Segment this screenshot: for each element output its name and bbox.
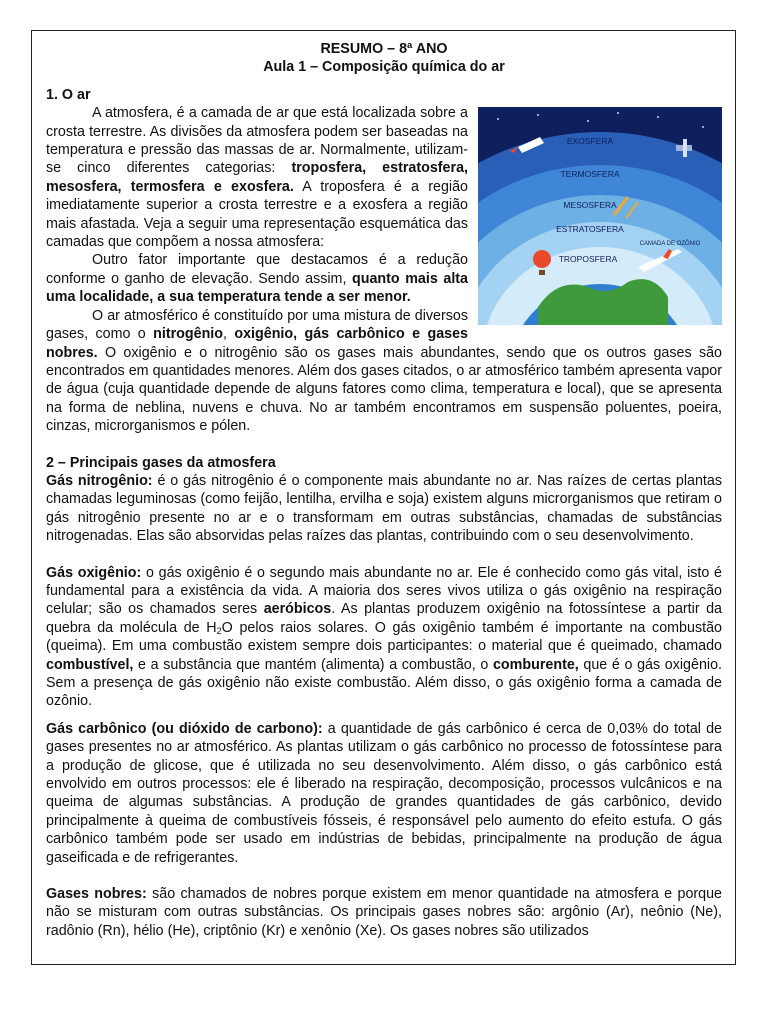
paragraph-atmosfera: A atmosfera, é a camada de ar que está localizada sobre a crosta terrestre. As divisões da atmosfera podem ser baseadas na temperatura e pressão das massas de ar. Normalmente, utilizam-se cinco diferentes categorias: troposfera, estratosfera, mesosfera, termosfera e exosfera. A troposfera é a região imediatamente superior a crosta terrestre e a exosfera a região mais afastada. Veja a seguir uma representação esquemática das camadas que compõem a nossa atmosfera: <box>46 105 468 251</box>
document-subtitle: Aula 1 – Composição química do ar <box>263 59 505 76</box>
label-mesosfera: MESOSFERA <box>563 200 617 211</box>
label-camada-ozonio: CAMADA DE OZÔNIO <box>639 241 701 248</box>
label-exosfera: EXOSFERA <box>566 136 614 147</box>
paragraph-gas-carbonico: Gás carbônico (ou dióxido de carbono): a quantidade de gás carbônico é cerca de 0,03% do total de gases presentes no ar atmosférico. As plantas utilizam o gás carbônico no processo de fotossíntese para a produção de glicose, que é utilizada no seu desenvolvimento. Além disso, o gás carbônico está envolvido em outros processos: ele é liberado na respiração, decomposição, processos vulcânicos e na queima de algumas substâncias. A produção de grandes quantidades de gás carbônico, devido principalmente à queima de combustíveis fósseis, é responsável pelo aumento do efeito estufa. O gás carbônico também pode ser usado em indústrias de bebidas, principalmente na produção de água gaseificada e de refrigerantes. <box>46 720 722 866</box>
section1-heading: 1. O ar <box>46 86 91 103</box>
paragraph-ar-atmosferico: O ar atmosférico é constituído por uma mistura de diversos gases, como o nitrogênio, oxigênio, gás carbônico e gases nobres. O oxigênio e o nitrogênio são os gases mais abundantes, sendo que os outros gases são encontrados em quantidades menores. Além dos gases citados, o ar atmosférico também apresenta vapor de água (cuja quantidade depende de alguns fatores como clima, temperatura e local), que se apresenta na forma de neblina, nuvens e chuva. No ar também encontramos em suspensão poluentes, poeira, cinzas, microrganismos e pólen. <box>46 307 722 435</box>
label-troposfera: TROPOSFERA <box>558 254 618 265</box>
label-termosfera: TERMOSFERA <box>560 169 620 180</box>
label-estratosfera: ESTRATOSFERA <box>556 224 624 235</box>
document-body <box>46 40 722 940</box>
atmosphere-layers-illustration <box>478 107 722 325</box>
document-title: RESUMO – 8ª ANO <box>320 41 448 57</box>
paragraph-gases-nobres: Gases nobres: são chamados de nobres porque existem em menor quantidade na atmosfera e porque não se misturam com outras substâncias. Os principais gases nobres são: argônio (Ar), neônio (Ne), radônio (Rn), hélio (He), criptônio (Kr) e xenônio (Xe). Os gases nobres são utilizados <box>46 886 723 939</box>
paragraph-oxigenio: Gás oxigênio: o gás oxigênio é o segundo mais abundante no ar. Ele é conhecido como gás vital, isto é fundamental para a existência da vida. A maioria dos seres vivos utiliza o gás oxigênio na respiração celular; são os chamados seres aeróbicos. As plantas produzem oxigênio na fotossíntese a partir da quebra da molécula de $H_2O$ pelos raios solares. O gás oxigênio também é importante na combustão (queima). Em uma combustão existem sempre dois participantes: o material que é queimado, chamado combustível, e a substância que mantém (alimenta) a combustão, o comburente, que é o gás oxigênio. Sem a presença de gás oxigênio não existe combustão. Além disso, o gás oxigênio forma a camada de ozônio. <box>46 564 722 710</box>
paragraph-nitrogenio: Gás nitrogênio: é o gás nitrogênio é o componente mais abundante no ar. Nas raízes de certas plantas chamadas leguminosas (como feijão, lentilha, ervilha e soja) existem alguns microrganismos que retiram o gás nitrogênio presente no ar e o transformam em outras substâncias, chamadas de substâncias nitrogenadas. Elas são absorvidas pelas raízes das plantas, contribuindo com o seu desenvolvimento. <box>46 472 722 545</box>
section2-heading: 2 – Principais gases da atmosfera <box>46 454 276 471</box>
paragraph-temperatura: Outro fator importante que destacamos é a redução conforme o ganho de elevação. Sendo assim, quanto mais alta uma localidade, a sua temperatura tende a ser menor. <box>46 252 469 306</box>
